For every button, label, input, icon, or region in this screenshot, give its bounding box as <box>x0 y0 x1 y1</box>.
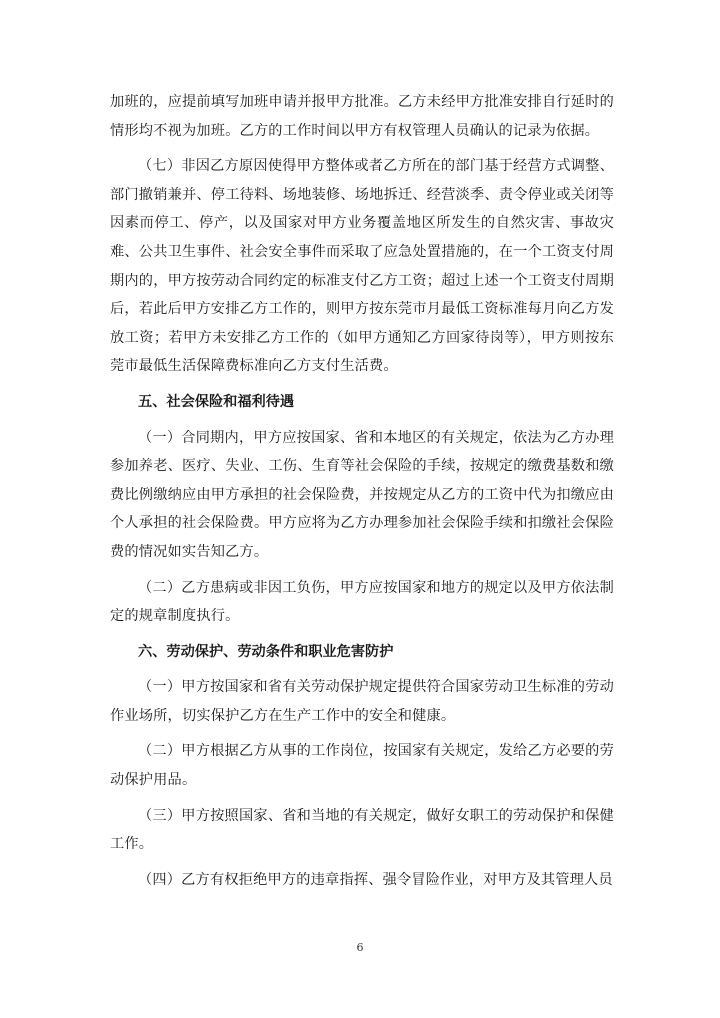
document-body <box>110 88 614 894</box>
section-heading-labor-protection: 六、劳动保护、劳动条件和职业危害防护 <box>138 643 394 660</box>
paragraph-insurance-clause-2: （二）乙方患病或非因工负伤，甲方应按国家和地方的规定以及甲方依法制定的规章制度执行。 <box>110 579 614 625</box>
paragraph-protection-clause-3: （三）甲方按照国家、省和当地的有关规定，做好女职工的劳动保护和保健工作。 <box>110 807 614 853</box>
section-heading-social-insurance: 五、社会保险和福利待遇 <box>138 393 295 410</box>
paragraph-clause-7: （七）非因乙方原因使得甲方整体或者乙方所在的部门基于经营方式调整、部门撤销兼并、停工待料、场地装修、场地拆迁、经营淡季、责令停业或关闭等因素而停工、停产，以及国家对甲方业务覆盖地区所发生的自然灾害、事故灾难、公共卫生事件、社会安全事件而采取了应急处置措施的，在一个工资支付周期内的，甲方按劳动合同约定的标准支付乙方工资；超过上述一个工资支付周期后，若此后甲方安排乙方工作的，则甲方按东莞市月最低工资标准每月向乙方发放工资；若甲方未安排乙方工作的（如甲方通知乙方回家待岗等），甲方则按东莞市最低生活保障费标准向乙方支付生活费。 <box>110 158 614 375</box>
page-number: 6 <box>356 941 364 954</box>
paragraph-protection-clause-2: （二）甲方根据乙方从事的工作岗位，按国家有关规定，发给乙方必要的劳动保护用品。 <box>110 743 614 789</box>
paragraph-protection-clause-1: （一）甲方按国家和省有关劳动保护规定提供符合国家劳动卫生标准的劳动作业场所，切实保护乙方在生产工作中的安全和健康。 <box>110 679 614 724</box>
paragraph-insurance-clause-1: （一）合同期内，甲方应按国家、省和本地区的有关规定，依法为乙方办理参加养老、医疗、失业、工伤、生育等社会保险的手续，按规定的缴费基数和缴费比例缴纳应由甲方承担的社会保险费，并按规定从乙方的工资中代为扣缴应由个人承担的社会保险费。甲方应将为乙方办理参加社会保险手续和扣缴社会保险费的情况如实告知乙方。 <box>110 429 614 560</box>
paragraph-protection-clause-4: （四）乙方有权拒绝甲方的违章指挥、强令冒险作业，对甲方及其管理人员 <box>138 871 613 888</box>
paragraph-overtime-continued: 加班的，应提前填写加班申请并报甲方批准。乙方未经甲方批准安排自行延时的情形均不视为加班。乙方的工作时间以甲方有权管理人员确认的记录为依据。 <box>110 94 614 139</box>
